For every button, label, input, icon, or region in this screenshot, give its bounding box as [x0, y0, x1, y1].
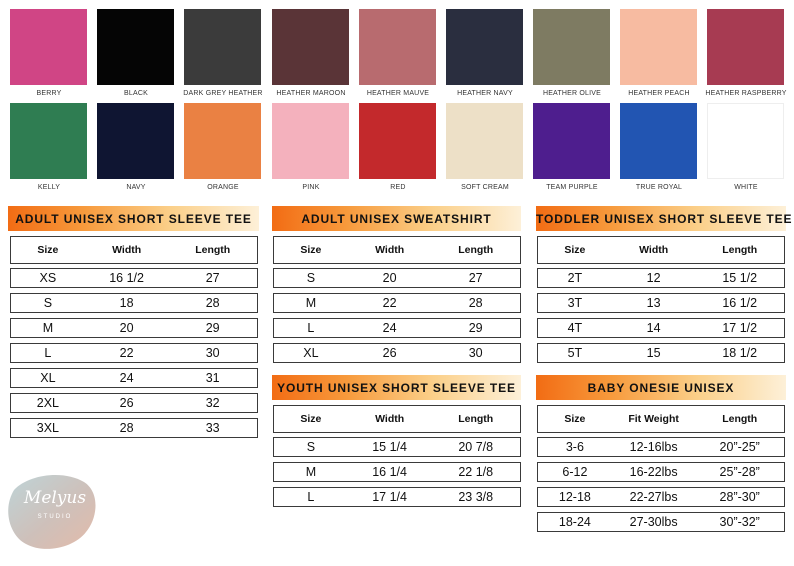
logo-name: Melyus — [23, 488, 87, 508]
column-header: Size — [37, 244, 59, 256]
table-cell: 18 1/2 — [722, 346, 758, 360]
table-cell: 20 — [119, 321, 134, 335]
section-header-adult-tee: ADULT UNISEX SHORT SLEEVE TEE — [8, 206, 259, 231]
swatch-team-purple — [533, 103, 610, 179]
table-cell: 12-16lbs — [629, 440, 678, 454]
swatch-heather-navy — [446, 9, 523, 85]
column-header: Size — [564, 244, 586, 256]
swatch-label-berry: BERRY — [36, 90, 62, 97]
table-cell: 16-22lbs — [629, 465, 678, 479]
table-cell: 3XL — [36, 421, 60, 435]
table-cell: 12 — [646, 271, 661, 285]
table-cell: M — [42, 321, 54, 335]
table-row — [10, 368, 258, 388]
column-header: Length — [722, 413, 758, 425]
table-cell: 14 — [646, 321, 661, 335]
table-cell: 27 — [205, 271, 220, 285]
swatch-label-orange: ORANGE — [207, 184, 239, 191]
table-row — [273, 293, 521, 313]
section-header-youth-tee: YOUTH UNISEX SHORT SLEEVE TEE — [272, 375, 521, 400]
swatch-dark-grey-heather — [184, 9, 261, 85]
table-row — [10, 343, 258, 363]
table-row — [273, 487, 521, 507]
swatch-label-soft-cream: SOFT CREAM — [461, 184, 509, 191]
table-cell: 18-24 — [558, 515, 591, 529]
table-cell: 28 — [205, 296, 220, 310]
table-cell: 30 — [205, 346, 220, 360]
table-cell: 6-12 — [562, 465, 588, 479]
table-cell: L — [307, 321, 315, 335]
table-cell: L — [307, 490, 315, 504]
column-header: Length — [722, 244, 758, 256]
swatch-heather-olive — [533, 9, 610, 85]
table-cell: 12-18 — [558, 490, 591, 504]
table-header-row — [273, 236, 521, 264]
swatch-label-team-purple: TEAM PURPLE — [546, 184, 598, 191]
table-row — [10, 268, 258, 288]
table-cell: M — [305, 465, 317, 479]
table-row — [273, 343, 521, 363]
size-table-baby-onesie — [537, 405, 785, 537]
table-header-row — [537, 405, 785, 433]
table-row — [273, 437, 521, 457]
column-header: Width — [112, 244, 142, 256]
table-row — [10, 418, 258, 438]
swatch-label-black: BLACK — [124, 90, 148, 97]
table-header-row — [273, 405, 521, 433]
swatch-label-true-royal: TRUE ROYAL — [635, 184, 683, 191]
table-cell: 32 — [205, 396, 220, 410]
table-cell: 3-6 — [565, 440, 584, 454]
table-cell: 2T — [567, 271, 583, 285]
table-cell: 16 1/4 — [372, 465, 407, 479]
table-cell: 29 — [468, 321, 483, 335]
swatch-label-kelly: KELLY — [37, 184, 61, 191]
table-cell: 16 1/2 — [722, 296, 758, 310]
table-cell: 3T — [567, 296, 583, 310]
table-cell: 2XL — [36, 396, 60, 410]
swatch-orange — [184, 103, 261, 179]
column-header: Size — [564, 413, 586, 425]
column-header: Width — [375, 244, 405, 256]
column-header: Size — [300, 413, 322, 425]
column-header: Width — [375, 413, 405, 425]
table-row — [537, 318, 785, 338]
table-cell: 5T — [567, 346, 583, 360]
swatch-label-heather-raspberry: HEATHER RASPBERRY — [705, 90, 787, 97]
table-cell: 17 1/4 — [372, 490, 407, 504]
column-header: Length — [458, 413, 494, 425]
table-row — [273, 318, 521, 338]
swatch-label-white: WHITE — [734, 184, 758, 191]
table-cell: 27-30lbs — [629, 515, 678, 529]
swatch-pink — [272, 103, 349, 179]
table-row — [537, 512, 785, 532]
table-cell: 22 1/8 — [458, 465, 494, 479]
table-row — [537, 462, 785, 482]
swatch-heather-maroon — [272, 9, 349, 85]
table-cell: 26 — [382, 346, 397, 360]
table-cell: 16 1/2 — [109, 271, 144, 285]
table-cell: 24 — [119, 371, 134, 385]
swatch-soft-cream — [446, 103, 523, 179]
table-header-row — [10, 236, 258, 264]
swatch-berry — [10, 9, 87, 85]
table-row — [537, 487, 785, 507]
table-row — [10, 393, 258, 413]
section-header-baby-onesie: BABY ONESIE UNISEX — [536, 375, 786, 400]
table-row — [273, 268, 521, 288]
table-cell: 20 7/8 — [458, 440, 494, 454]
table-cell: 28 — [468, 296, 483, 310]
table-row — [537, 437, 785, 457]
table-cell: S — [306, 440, 316, 454]
swatch-kelly — [10, 103, 87, 179]
table-cell: 30 — [468, 346, 483, 360]
size-table-adult-tee — [10, 236, 258, 443]
swatch-white — [707, 103, 784, 179]
swatch-navy — [97, 103, 174, 179]
swatch-label-heather-peach: HEATHER PEACH — [628, 90, 690, 97]
table-cell: 4T — [567, 321, 583, 335]
column-header: Size — [300, 244, 322, 256]
table-row — [273, 462, 521, 482]
table-cell: S — [43, 296, 53, 310]
column-header: Width — [639, 244, 669, 256]
swatch-label-navy: NAVY — [126, 184, 146, 191]
swatch-red — [359, 103, 436, 179]
table-cell: L — [44, 346, 52, 360]
table-cell: 26 — [119, 396, 134, 410]
table-cell: 24 — [382, 321, 397, 335]
table-cell: 18 — [119, 296, 134, 310]
table-cell: 27 — [468, 271, 483, 285]
column-header: Length — [195, 244, 231, 256]
table-cell: XL — [303, 346, 319, 360]
size-table-toddler-tee — [537, 236, 785, 368]
table-cell: XS — [39, 271, 57, 285]
size-table-adult-sweatshirt — [273, 236, 521, 368]
swatch-black — [97, 9, 174, 85]
table-cell: 25”-28” — [719, 465, 760, 479]
logo-subtitle: STUDIO — [37, 514, 73, 520]
table-cell: 15 — [646, 346, 661, 360]
table-cell: 29 — [205, 321, 220, 335]
table-cell: 15 1/2 — [722, 271, 758, 285]
table-row — [537, 343, 785, 363]
table-cell: 22 — [382, 296, 397, 310]
table-row — [10, 318, 258, 338]
table-cell: 31 — [205, 371, 220, 385]
swatch-label-pink: PINK — [302, 184, 320, 191]
swatch-label-heather-maroon: HEATHER MAROON — [276, 90, 346, 97]
table-cell: 28 — [119, 421, 134, 435]
column-header: Fit Weight — [628, 413, 679, 425]
swatch-label-heather-olive: HEATHER OLIVE — [542, 90, 602, 97]
table-header-row — [537, 236, 785, 264]
swatch-label-heather-mauve: HEATHER MAUVE — [366, 90, 430, 97]
table-row — [537, 268, 785, 288]
table-cell: 28”-30” — [719, 490, 760, 504]
table-cell: 17 1/2 — [722, 321, 758, 335]
studio-logo-watercolor — [4, 470, 100, 554]
table-cell: 15 1/4 — [372, 440, 407, 454]
table-cell: 20 — [382, 271, 397, 285]
swatch-label-dark-grey-heather: DARK GREY HEATHER — [183, 90, 263, 97]
swatch-heather-peach — [620, 9, 697, 85]
swatch-true-royal — [620, 103, 697, 179]
swatch-label-heather-navy: HEATHER NAVY — [457, 90, 513, 97]
swatch-heather-raspberry — [707, 9, 784, 85]
table-cell: 23 3/8 — [458, 490, 494, 504]
table-row — [10, 293, 258, 313]
swatch-heather-mauve — [359, 9, 436, 85]
column-header: Length — [458, 244, 494, 256]
table-cell: 30”-32” — [719, 515, 760, 529]
table-cell: XL — [40, 371, 56, 385]
section-header-adult-sweatshirt: ADULT UNISEX SWEATSHIRT — [272, 206, 521, 231]
section-header-toddler-tee: TODDLER UNISEX SHORT SLEEVE TEE — [536, 206, 786, 231]
table-cell: 33 — [205, 421, 220, 435]
size-table-youth-tee — [273, 405, 521, 512]
table-cell: 20”-25” — [719, 440, 760, 454]
table-cell: S — [306, 271, 316, 285]
table-cell: M — [305, 296, 317, 310]
table-cell: 22 — [119, 346, 134, 360]
swatch-label-red: RED — [390, 184, 406, 191]
table-row — [537, 293, 785, 313]
table-cell: 22-27lbs — [629, 490, 678, 504]
table-cell: 13 — [646, 296, 661, 310]
